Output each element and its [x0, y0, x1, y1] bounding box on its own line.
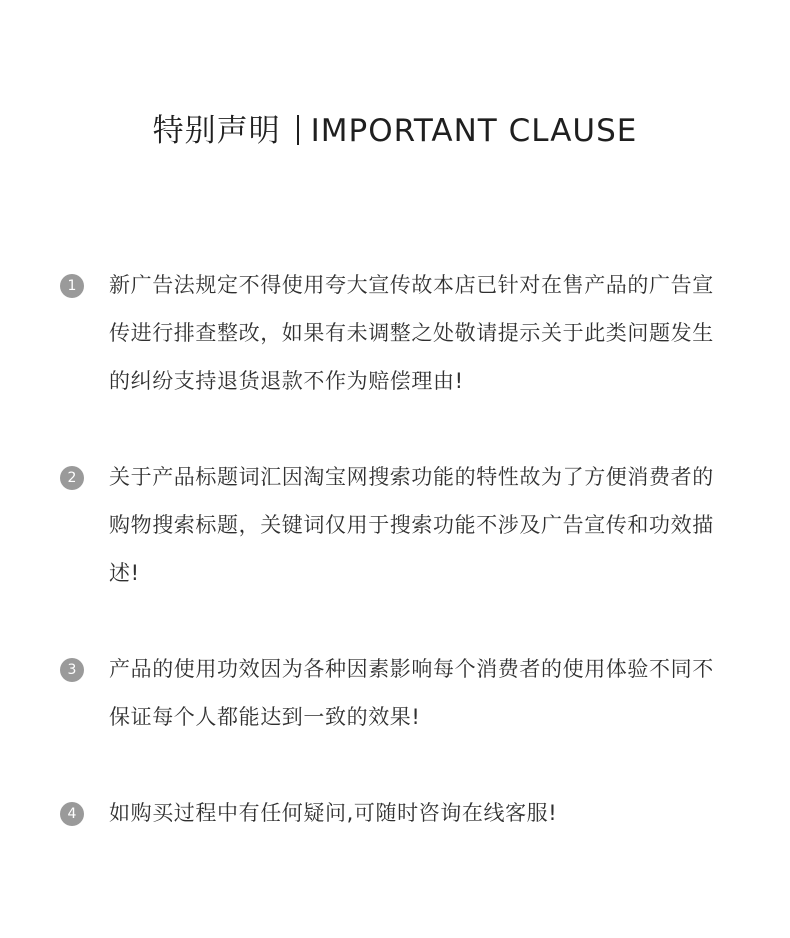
- clause-text: 关于产品标题词汇因淘宝网搜索功能的特性故为了方便消费者的购物搜索标题，关键词仅用于搜索功能不涉及广告宣传和功效描述!: [109, 465, 714, 585]
- clause-number-badge: 3: [60, 658, 84, 682]
- clause-number-badge: 2: [60, 466, 84, 490]
- title-english: IMPORTANT CLAUSE: [310, 113, 638, 149]
- clause-number-badge: 4: [60, 802, 84, 826]
- clause-text: 产品的使用功效因为各种因素影响每个消费者的使用体验不同不保证每个人都能达到一致的效果!: [109, 657, 714, 729]
- page-title: [0, 105, 790, 150]
- clause-text: 新广告法规定不得使用夸大宣传故本店已针对在售产品的广告宣传进行排查整改，如果有未调整之处敬请提示关于此类问题发生的纠纷支持退货退款不作为赔偿理由!: [109, 273, 714, 393]
- title-chinese: 特别声明: [152, 113, 281, 149]
- clause-number-badge: 1: [60, 274, 84, 298]
- title-divider: [297, 115, 299, 145]
- clause-text: 如购买过程中有任何疑问,可随时咨询在线客服!: [109, 801, 558, 825]
